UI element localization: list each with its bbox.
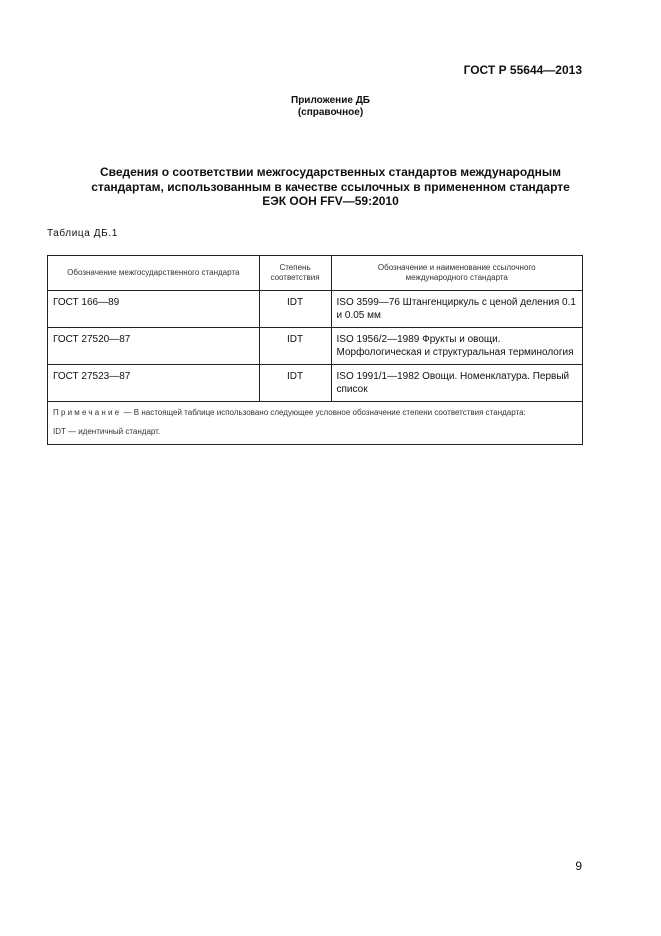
cell-standard: ГОСТ 166—89 — [48, 291, 260, 328]
note-definition: IDT — идентичный стандарт. — [53, 427, 161, 436]
standard-code: ГОСТ Р 55644—2013 — [463, 63, 582, 77]
table-note-row — [48, 402, 583, 445]
table-row — [48, 365, 583, 402]
annex-heading — [0, 95, 661, 119]
cell-degree: IDT — [259, 365, 331, 402]
header-degree — [259, 256, 331, 291]
table-note — [48, 402, 583, 445]
document-title — [40, 165, 621, 209]
table-label: Таблица ДБ.1 — [47, 228, 118, 239]
cell-reference: ISO 1956/2—1989 Фрукты и овощи. Морфологическая и структуральная терминология — [331, 328, 582, 365]
header-reference-line2: международного стандарта — [405, 273, 508, 282]
header-reference — [331, 256, 582, 291]
table-row — [48, 328, 583, 365]
cell-degree: IDT — [259, 328, 331, 365]
table-row — [48, 291, 583, 328]
title-line-1: Сведения о соответствии межгосударственных стандартов международным — [99, 165, 562, 179]
annex-title: Приложение ДБ — [291, 95, 370, 106]
header-degree-line1: Степень — [279, 263, 311, 272]
page-number: 9 — [575, 859, 582, 873]
note-text — [53, 406, 577, 419]
header-degree-line2: соответствия — [270, 273, 320, 282]
cell-reference: ISO 1991/1—1982 Овощи. Номенклатура. Первый список — [331, 365, 582, 402]
annex-subtitle: (справочное) — [297, 107, 364, 118]
note-label: Примечание — [53, 408, 122, 417]
header-standard — [48, 256, 260, 291]
cell-standard: ГОСТ 27520—87 — [48, 328, 260, 365]
title-line-3: ЕЭК ООН FFV—59:2010 — [262, 194, 399, 208]
cell-reference: ISO 3599—76 Штангенциркуль с ценой деления 0.1 и 0.05 мм — [331, 291, 582, 328]
note-body: — В настоящей таблице использовано следующее условное обозначение степени соответствия стандарта: — [123, 408, 526, 417]
header-standard-text: Обозначение межгосударственного стандарта — [67, 268, 240, 277]
table-header-row — [48, 256, 583, 291]
cell-degree: IDT — [259, 291, 331, 328]
cell-standard: ГОСТ 27523—87 — [48, 365, 260, 402]
correspondence-table — [47, 255, 583, 445]
title-line-2: стандартам, использованным в качестве ссылочных в примененном стандарте — [91, 179, 570, 194]
header-reference-line1: Обозначение и наименование ссылочного — [377, 263, 536, 272]
